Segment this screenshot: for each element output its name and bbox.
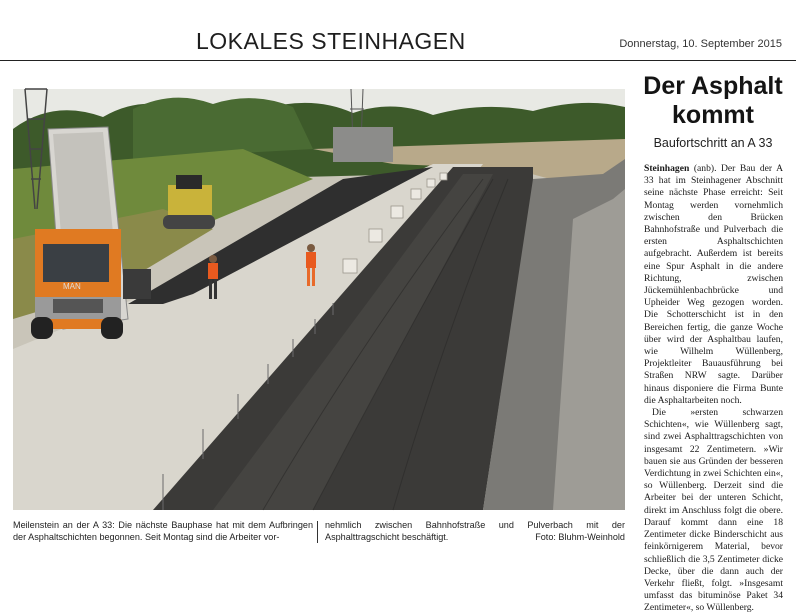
construction-photo <box>13 89 625 510</box>
header-rule <box>0 60 796 61</box>
photo-credit: Foto: Bluhm-Weinhold <box>535 532 625 542</box>
publication-date: Donnerstag, 10. September 2015 <box>619 38 782 50</box>
section-title: LOKALES STEINHAGEN <box>196 28 466 54</box>
caption-divider <box>317 521 318 543</box>
article-title: Der Asphalt kommt <box>643 72 783 129</box>
photo-caption <box>13 519 625 553</box>
article-paragraph: Die »ersten schwarzen Schichten«, wie Wüllenberg sagt, sind zwei Asphalttragschichten von insgesamt 22 Zentimetern. »Wir bauen sie aus Gründen der besseren Verdichtung in zwei Schichten ein«, so Wüllenberg. Derzeit sind die Arbeiter bei der unteren Schicht, direkt im Anschluss folgt die obere. Darauf kommt dann eine 18 Zentimeter dicke Binderschicht aus feinkörnigerem Material, bevor schließlich die 3,5 Zentimeter dicke Decke, über die dann auch der Verkehr fließt, folgt. »Insgesamt umfasst das bituminöse Paket 34 Zentimeter«, so Wüllenberg. <box>644 407 783 614</box>
photo-truck-brand: MAN <box>63 282 81 291</box>
caption-left: Meilenstein an der A 33: Die nächste Bauphase hat mit dem Aufbringen der Asphaltschichten begonnen. Seit Montag sind die Arbeiter vor- <box>13 520 313 542</box>
article-subtitle: Baufortschritt an A 33 <box>653 136 773 150</box>
article-place: Steinhagen <box>644 163 690 174</box>
article-body <box>644 163 783 614</box>
caption-right: nehmlich zwischen Bahnhofstraße und Pulverbach mit der Asphalttragschicht beschäftigt. <box>325 520 625 542</box>
article-paragraph-text: (anb). Der Bau der A 33 hat im Steinhagener Abschnitt seine nächste Phase erreicht: Seit Montag werden vornehmlich zwischen den Brücken Bahnhofstraße und Pulverbach die ersten Asphaltschichten aufgebracht. Außerdem ist bereits eine Spur Asphalt in die andere Richtung, zwischen Jückemühlenbachbrücke und Upheider Weg gezogen worden. Die Schotterschicht ist in den Bereichen fertig, die ganze Woche über wird der Asphaltbau laufen, wie Wilhelm Wüllenberg, Projektleiter Bauausführung bei Straßen NRW sagte. Darüber hinaus disponiere die Firma Bunte die Asphaltarbeiten noch. <box>644 163 783 406</box>
article-paragraph <box>644 163 783 407</box>
